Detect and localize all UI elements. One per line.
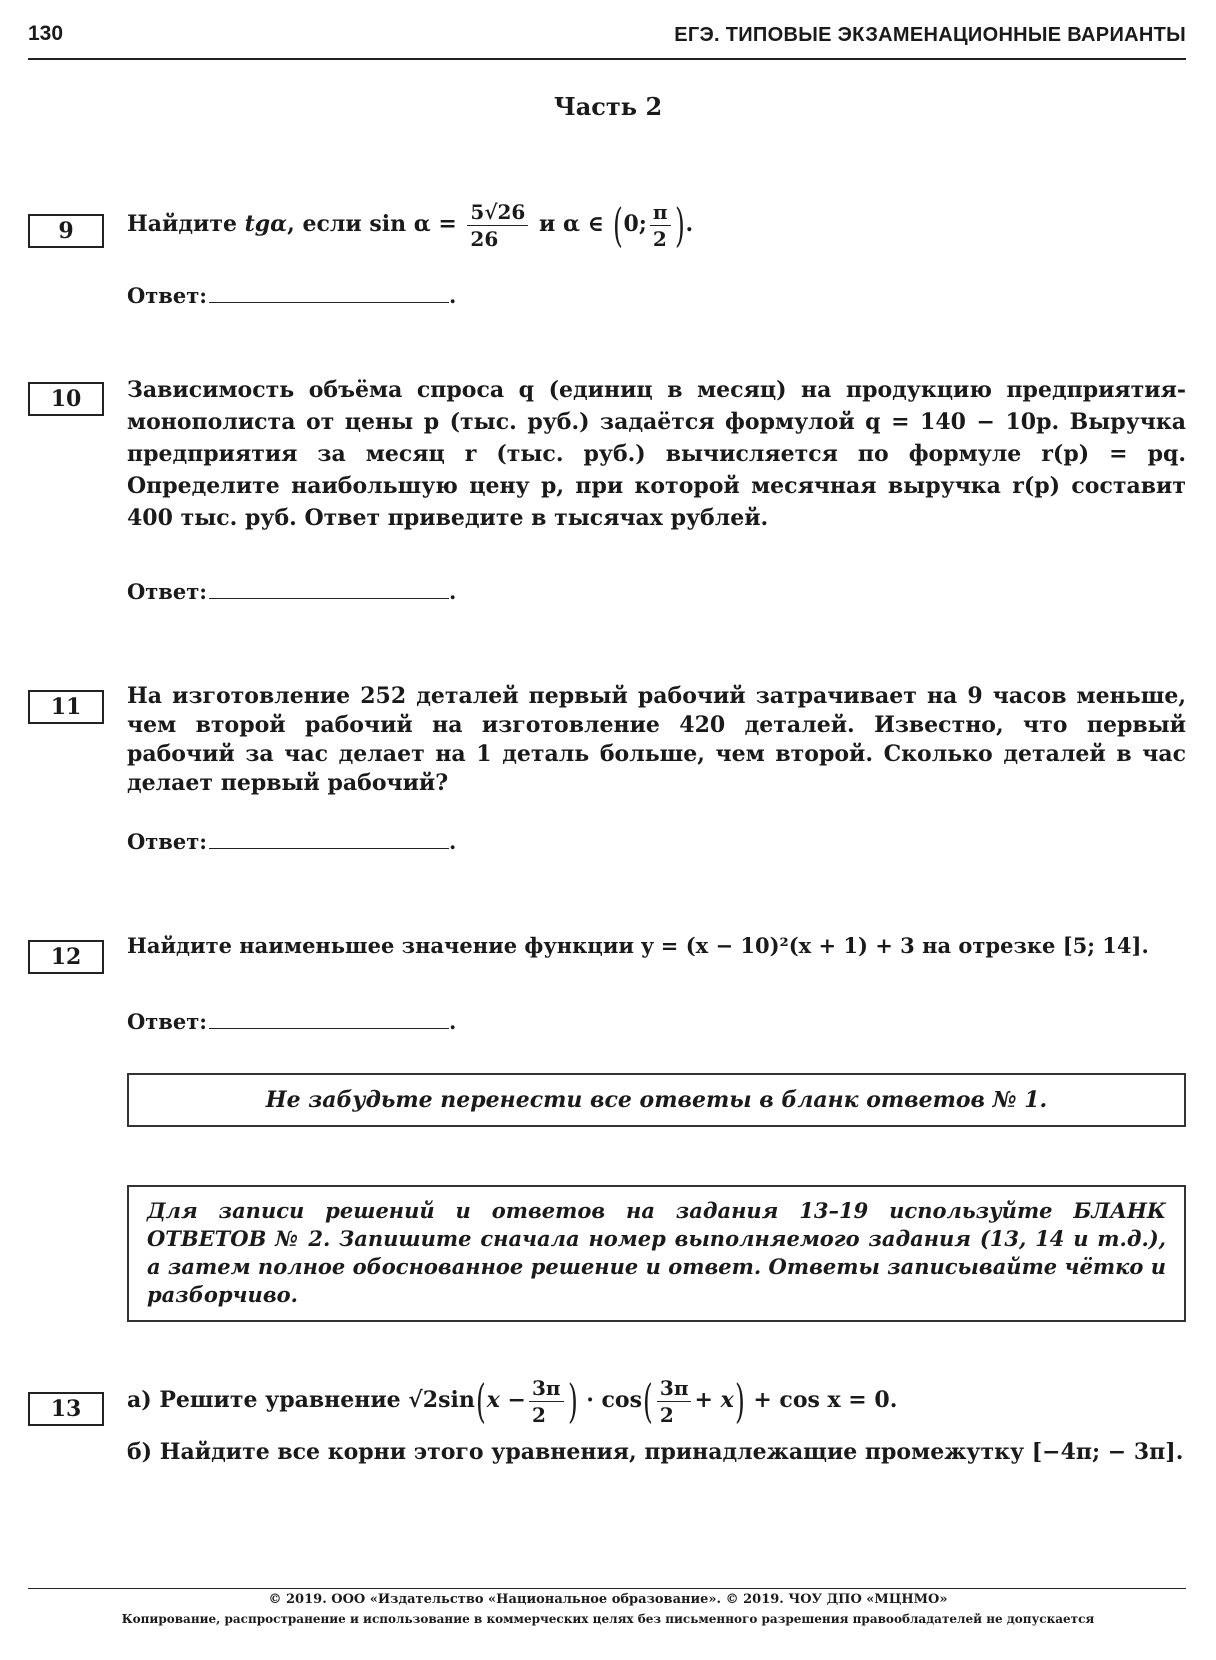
task-9-t1: Найдите [127,211,245,237]
task-13-tail: + cos x = 0. [753,1387,898,1413]
task-10-text: Зависимость объёма спроса q (единиц в месяц) на продукцию предприятия-монополиста от цены p (тыс. руб.) задаётся формулой q = 140 − 10p. Выручка предприятия за месяц r (тыс. руб.) вычисляется по формуле r(p) = pq. Определите наибольшую цену p, при которой месячная выручка r(p) составит 400 тыс. руб. Ответ приведите в тысячах рублей. [127,377,1186,531]
answer-field[interactable] [209,1008,449,1029]
task-13-rparen-2: ) [734,1374,745,1428]
task-13b-text [127,1436,1186,1468]
task-9-end: . [685,211,694,237]
task-number-12: 12 [28,940,104,974]
task-13-frac-1-num: 3π [529,1375,564,1402]
answer-11: Ответ: . [127,829,457,854]
task-9-interval-start: 0; [623,211,647,237]
task-13-plus-x: + x [694,1387,734,1413]
task-number-13: 13 [28,1392,104,1426]
task-13-frac-2-den: 2 [659,1402,674,1427]
part-title: Часть 2 [553,92,663,121]
answer-label: Ответ: [127,283,208,308]
task-9-rparen: ) [674,198,685,252]
running-title: ЕГЭ. ТИПОВЫЕ ЭКЗАМЕНАЦИОННЫЕ ВАРИАНТЫ [674,24,1186,46]
page-number: 130 [28,22,64,45]
task-12-text: Найдите наименьшее значение функции y = (x − 10)²(x + 1) + 3 на отрезке [5; 14]. [127,933,1149,958]
task-13-frac-2-num: 3π [657,1375,692,1402]
answer-label: Ответ: [127,1009,208,1034]
task-13-a1: а) Решите уравнение [127,1387,409,1413]
task-13-interval: [−4π; − 3π] [1031,1439,1176,1465]
answer-field[interactable] [209,282,449,303]
task-13-dot-cos: · cos [586,1387,642,1413]
answer-9: Ответ: . [127,283,457,308]
task-13-lparen-1: ( [475,1374,486,1428]
answer-field[interactable] [209,578,449,599]
task-9-t2: , если [287,211,370,237]
task-9-pi-fraction [650,199,671,252]
footer-copyright: © 2019. ООО «Издательство «Национальное образование». © 2019. ЧОУ ДПО «МЦНМО» [268,1592,948,1607]
task-9-text [127,194,1186,255]
answer-10: Ответ: . [127,579,457,604]
notice-answer-sheet-2: Для записи решений и ответов на задания 13–19 используйте БЛАНК ОТВЕТОВ № 2. Запишите сначала номер выполняемого задания (13, 14 и т.д.), а затем полное обоснованное решение и ответ. Ответы записывайте чётко и разборчиво. [127,1185,1186,1322]
task-number-10: 10 [28,382,104,416]
task-9-frac-den: 26 [470,226,499,251]
task-13-b: б) Найдите все корни этого уравнения, принадлежащие промежутку [127,1439,1032,1465]
task-13-frac-2 [657,1375,692,1428]
task-13-frac-1 [529,1375,564,1428]
answer-label: Ответ: [127,829,208,854]
task-13-sqrt2: √2 [408,1387,439,1413]
task-9-t3: и [539,211,563,237]
answer-field[interactable] [209,828,449,849]
task-13-b-end: . [1175,1439,1184,1465]
task-11-text: На изготовление 252 деталей первый рабочий затрачивает на 9 часов меньше, чем второй рабочий на изготовление 420 деталей. Известно, что первый рабочий за час делает на 1 деталь больше, чем второй. Сколько деталей в час делает первый рабочий? [127,683,1186,796]
task-number-11: 11 [28,690,104,724]
footer-rule [28,1588,1186,1589]
task-9-sin: sin α = [369,211,457,237]
header-rule [28,58,1186,60]
task-13-lparen-2: ( [643,1374,653,1428]
task-number-9: 9 [28,214,104,248]
answer-12: Ответ: . [127,1009,457,1034]
task-13-sin: sin [438,1387,475,1413]
task-13-frac-1-den: 2 [532,1402,546,1427]
task-9-frac-num: 5√26 [467,199,528,226]
footer-notice: Копирование, распространение и использование в коммерческих целях без письменного разрешения правообладателей не допускается [121,1612,1095,1626]
notice-transfer-answers: Не забудьте перенести все ответы в бланк ответов № 1. [127,1073,1186,1127]
task-13a-text [127,1370,1186,1431]
task-9-fraction [467,199,528,252]
task-13-x-minus: x − [486,1387,526,1413]
task-13-rparen-1: ) [567,1374,578,1428]
task-9-pi-num: π [650,199,671,226]
task-9-alpha: α ∈ [562,211,604,237]
task-9-lparen: ( [612,198,623,252]
answer-label: Ответ: [127,579,208,604]
task-9-pi-den: 2 [652,226,667,251]
task-9-tg: tgα [244,211,288,237]
